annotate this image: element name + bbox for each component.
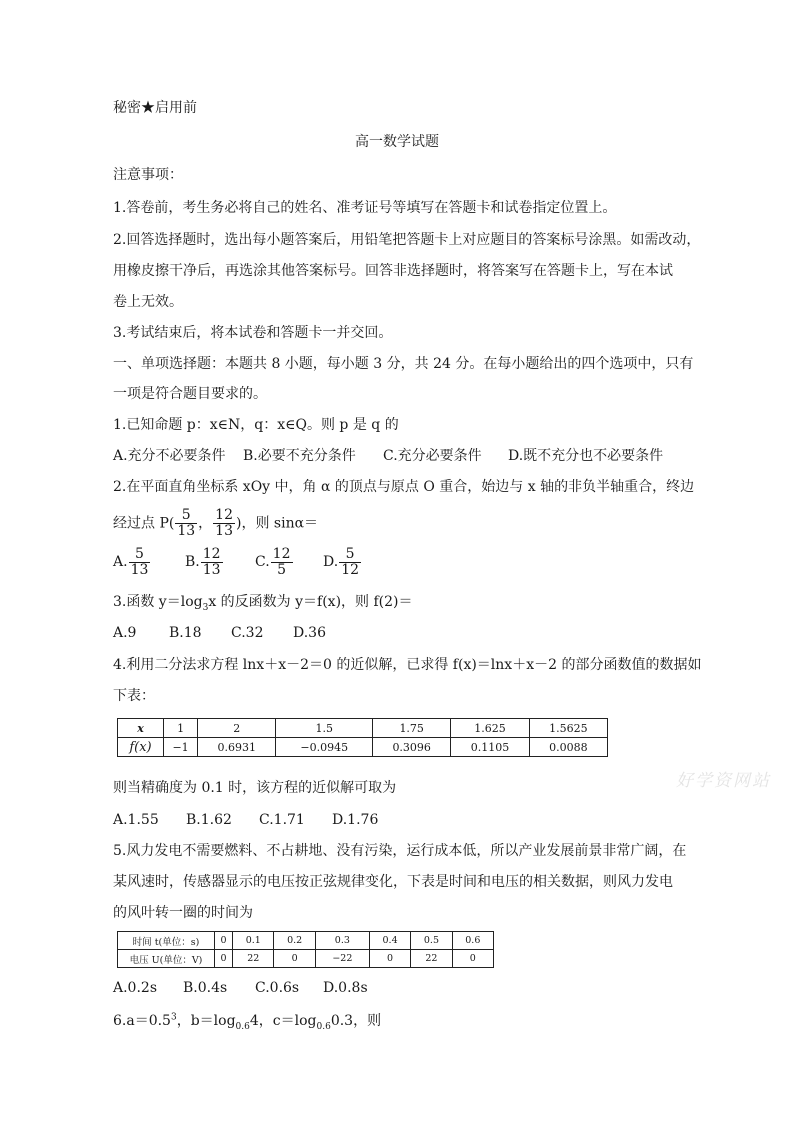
option-d: D.36 <box>293 625 326 641</box>
question-3-stem <box>113 592 413 612</box>
fraction-denominator: 13 <box>215 523 233 539</box>
option-letter: D. <box>323 554 339 570</box>
note-2-line-3: 卷上无效。 <box>113 294 183 310</box>
note-2-line-2: 用橡皮擦干净后，再选涂其他答案标号。回答非选择题时，将答案写在答题卡上，写在本试 <box>113 263 673 279</box>
log-base: 0.6 <box>316 1021 331 1032</box>
table-cell: 1.5 <box>276 719 373 738</box>
table-cell: 1.75 <box>373 719 451 738</box>
table-row <box>118 719 608 738</box>
option-letter: C. <box>255 554 270 570</box>
confidential-label: 秘密★启用前 <box>113 100 197 116</box>
table-cell: 22 <box>411 950 452 968</box>
table-cell: −1 <box>164 738 198 757</box>
question-4-options <box>113 810 378 830</box>
stem-part-d: 0.3，则 <box>330 1013 382 1029</box>
option-fraction <box>271 547 293 578</box>
option-b: B.18 <box>169 625 202 641</box>
question-6-stem <box>113 1011 381 1031</box>
option-b: B.0.4s <box>183 980 228 996</box>
table-cell: 0.1105 <box>451 738 529 757</box>
table-cell: 0.2 <box>274 932 315 950</box>
table-cell: 0.5 <box>411 932 452 950</box>
table-cell: 0.3 <box>315 932 369 950</box>
table-cell: 1 <box>164 719 198 738</box>
option-a: A.0.2s <box>113 980 158 996</box>
fraction-numerator: 12 <box>215 507 233 523</box>
question-5-stem-line-2: 某风速时，传感器显示的电压按正弦规律变化，下表是时间和电压的相关数据，则风力发电 <box>113 874 673 890</box>
option-d: D.0.8s <box>323 980 368 996</box>
watermark: 好学资网站 <box>676 771 771 791</box>
stem-part-c: 4，c＝log <box>249 1013 317 1029</box>
table-row <box>118 932 494 950</box>
note-3: 3.考试结束后，将本试卷和答题卡一并交回。 <box>113 325 393 341</box>
question-2-stem-line-2 <box>113 508 318 539</box>
option-c: C.1.71 <box>259 812 305 828</box>
note-2-line-1: 2.回答选择题时，选出每小题答案后，用铅笔把答题卡上对应题目的答案标号涂黑。如需改动， <box>113 232 701 248</box>
option-a <box>113 546 185 578</box>
table-cell: 0 <box>215 932 233 950</box>
fraction-numerator: 12 <box>202 545 221 562</box>
question-2-stem-suffix: )，则 sinα＝ <box>236 515 319 532</box>
table-cell: 0 <box>369 950 410 968</box>
option-d: D.既不充分也不必要条件 <box>508 448 664 464</box>
option-c: C.0.6s <box>255 980 300 996</box>
notes-heading: 注意事项： <box>113 167 183 183</box>
question-4-stem-line-2: 下表： <box>113 688 155 704</box>
fraction-denominator: 5 <box>277 561 287 578</box>
table-row-label: 时间 t(单位：s) <box>118 932 215 950</box>
table-cell: 0 <box>215 950 233 968</box>
option-b: B.必要不充分条件 <box>243 448 356 464</box>
stem-part-b: ，b＝log <box>176 1013 236 1029</box>
fraction-denominator: 13 <box>130 561 149 578</box>
table-cell: 0.6931 <box>198 738 276 757</box>
option-a: A.充分不必要条件 <box>113 448 226 464</box>
table-cell: 0.4 <box>369 932 410 950</box>
fraction-numerator: 12 <box>272 545 291 562</box>
table-row-label: 电压 U(单位：V) <box>118 950 215 968</box>
table-cell: 0.3096 <box>373 738 451 757</box>
log-base: 3 <box>202 602 209 613</box>
point-y-fraction <box>213 508 235 539</box>
question-3-options <box>113 623 326 643</box>
table-row <box>118 738 608 757</box>
option-b: B.1.62 <box>186 812 232 828</box>
option-d <box>323 546 362 578</box>
section-1-intro-line-1: 一、单项选择题：本题共 8 小题，每小题 3 分，共 24 分。在每小题给出的四个选项中，只有 <box>113 356 694 372</box>
stem-suffix: x 的反函数为 y＝f(x)，则 f(2)＝ <box>208 594 413 610</box>
table-row <box>118 950 494 968</box>
fraction-numerator: 5 <box>339 547 361 563</box>
log-base: 0.6 <box>235 1021 250 1032</box>
option-fraction <box>339 547 361 578</box>
table-row-label: f(x) <box>118 738 164 757</box>
wind-voltage-table <box>117 931 494 968</box>
table-cell: 0.6 <box>452 932 493 950</box>
option-a: A.9 <box>113 625 137 641</box>
page-title: 高一数学试题 <box>355 134 439 150</box>
question-1-options <box>113 446 663 466</box>
table-cell: 0.1 <box>233 932 274 950</box>
separator: ， <box>198 515 213 532</box>
option-c: C.32 <box>231 625 264 641</box>
stem-prefix: 3.函数 y＝log <box>113 594 203 610</box>
option-d: D.1.76 <box>332 812 379 828</box>
option-c: C.充分必要条件 <box>383 448 482 464</box>
option-letter: B. <box>185 554 200 570</box>
option-fraction <box>129 547 151 578</box>
question-2-stem-prefix: 经过点 P( <box>113 515 175 532</box>
option-a: A.1.55 <box>113 812 159 828</box>
option-b <box>185 546 255 578</box>
section-1-intro-line-2: 一项是符合题目要求的。 <box>113 386 267 402</box>
table-cell: −0.0945 <box>276 738 373 757</box>
table-cell: 1.625 <box>451 719 529 738</box>
bisection-data-table <box>117 718 608 757</box>
table-row-label: x <box>118 719 164 738</box>
table-cell: 0 <box>452 950 493 968</box>
table-cell: 1.5625 <box>529 719 607 738</box>
table-cell: 0.0088 <box>529 738 607 757</box>
option-letter: A. <box>113 554 128 570</box>
stem-part-a: 6.a＝0.5 <box>113 1013 171 1029</box>
note-1: 1.答卷前，考生务必将自己的姓名、准考证号等填写在答题卡和试卷指定位置上。 <box>113 200 617 216</box>
question-4-stem-line-1: 4.利用二分法求方程 lnx＋x－2＝0 的近似解，已求得 f(x)＝lnx＋x－2 的部分函数值的数据如 <box>113 657 702 673</box>
option-c <box>255 546 323 578</box>
fraction-denominator: 13 <box>202 561 221 578</box>
question-2-options <box>113 546 362 578</box>
option-fraction <box>201 547 223 578</box>
question-5-stem-line-1: 5.风力发电不需要燃料、不占耕地、没有污染，运行成本低，所以产业发展前景非常广阔，在 <box>113 843 687 859</box>
table-cell: −22 <box>315 950 369 968</box>
question-5-stem-line-3: 的风叶转一圈的时间为 <box>113 905 253 921</box>
point-x-fraction <box>175 508 197 539</box>
exponent: 3 <box>170 1012 177 1023</box>
question-5-options <box>113 978 368 998</box>
table-cell: 0 <box>274 950 315 968</box>
fraction-numerator: 5 <box>129 547 151 563</box>
question-2-stem-line-1: 2.在平面直角坐标系 xOy 中，角 α 的顶点与原点 O 重合，始边与 x 轴的非负半轴重合，终边 <box>113 479 695 495</box>
fraction-denominator: 12 <box>341 561 360 578</box>
table-cell: 2 <box>198 719 276 738</box>
fraction-numerator: 5 <box>175 508 197 524</box>
table-cell: 22 <box>233 950 274 968</box>
question-1-stem: 1.已知命题 p：x∈N，q：x∈Q。则 p 是 q 的 <box>113 417 399 433</box>
fraction-denominator: 13 <box>177 523 196 539</box>
question-4-follow-up: 则当精确度为 0.1 时，该方程的近似解可取为 <box>113 780 397 796</box>
